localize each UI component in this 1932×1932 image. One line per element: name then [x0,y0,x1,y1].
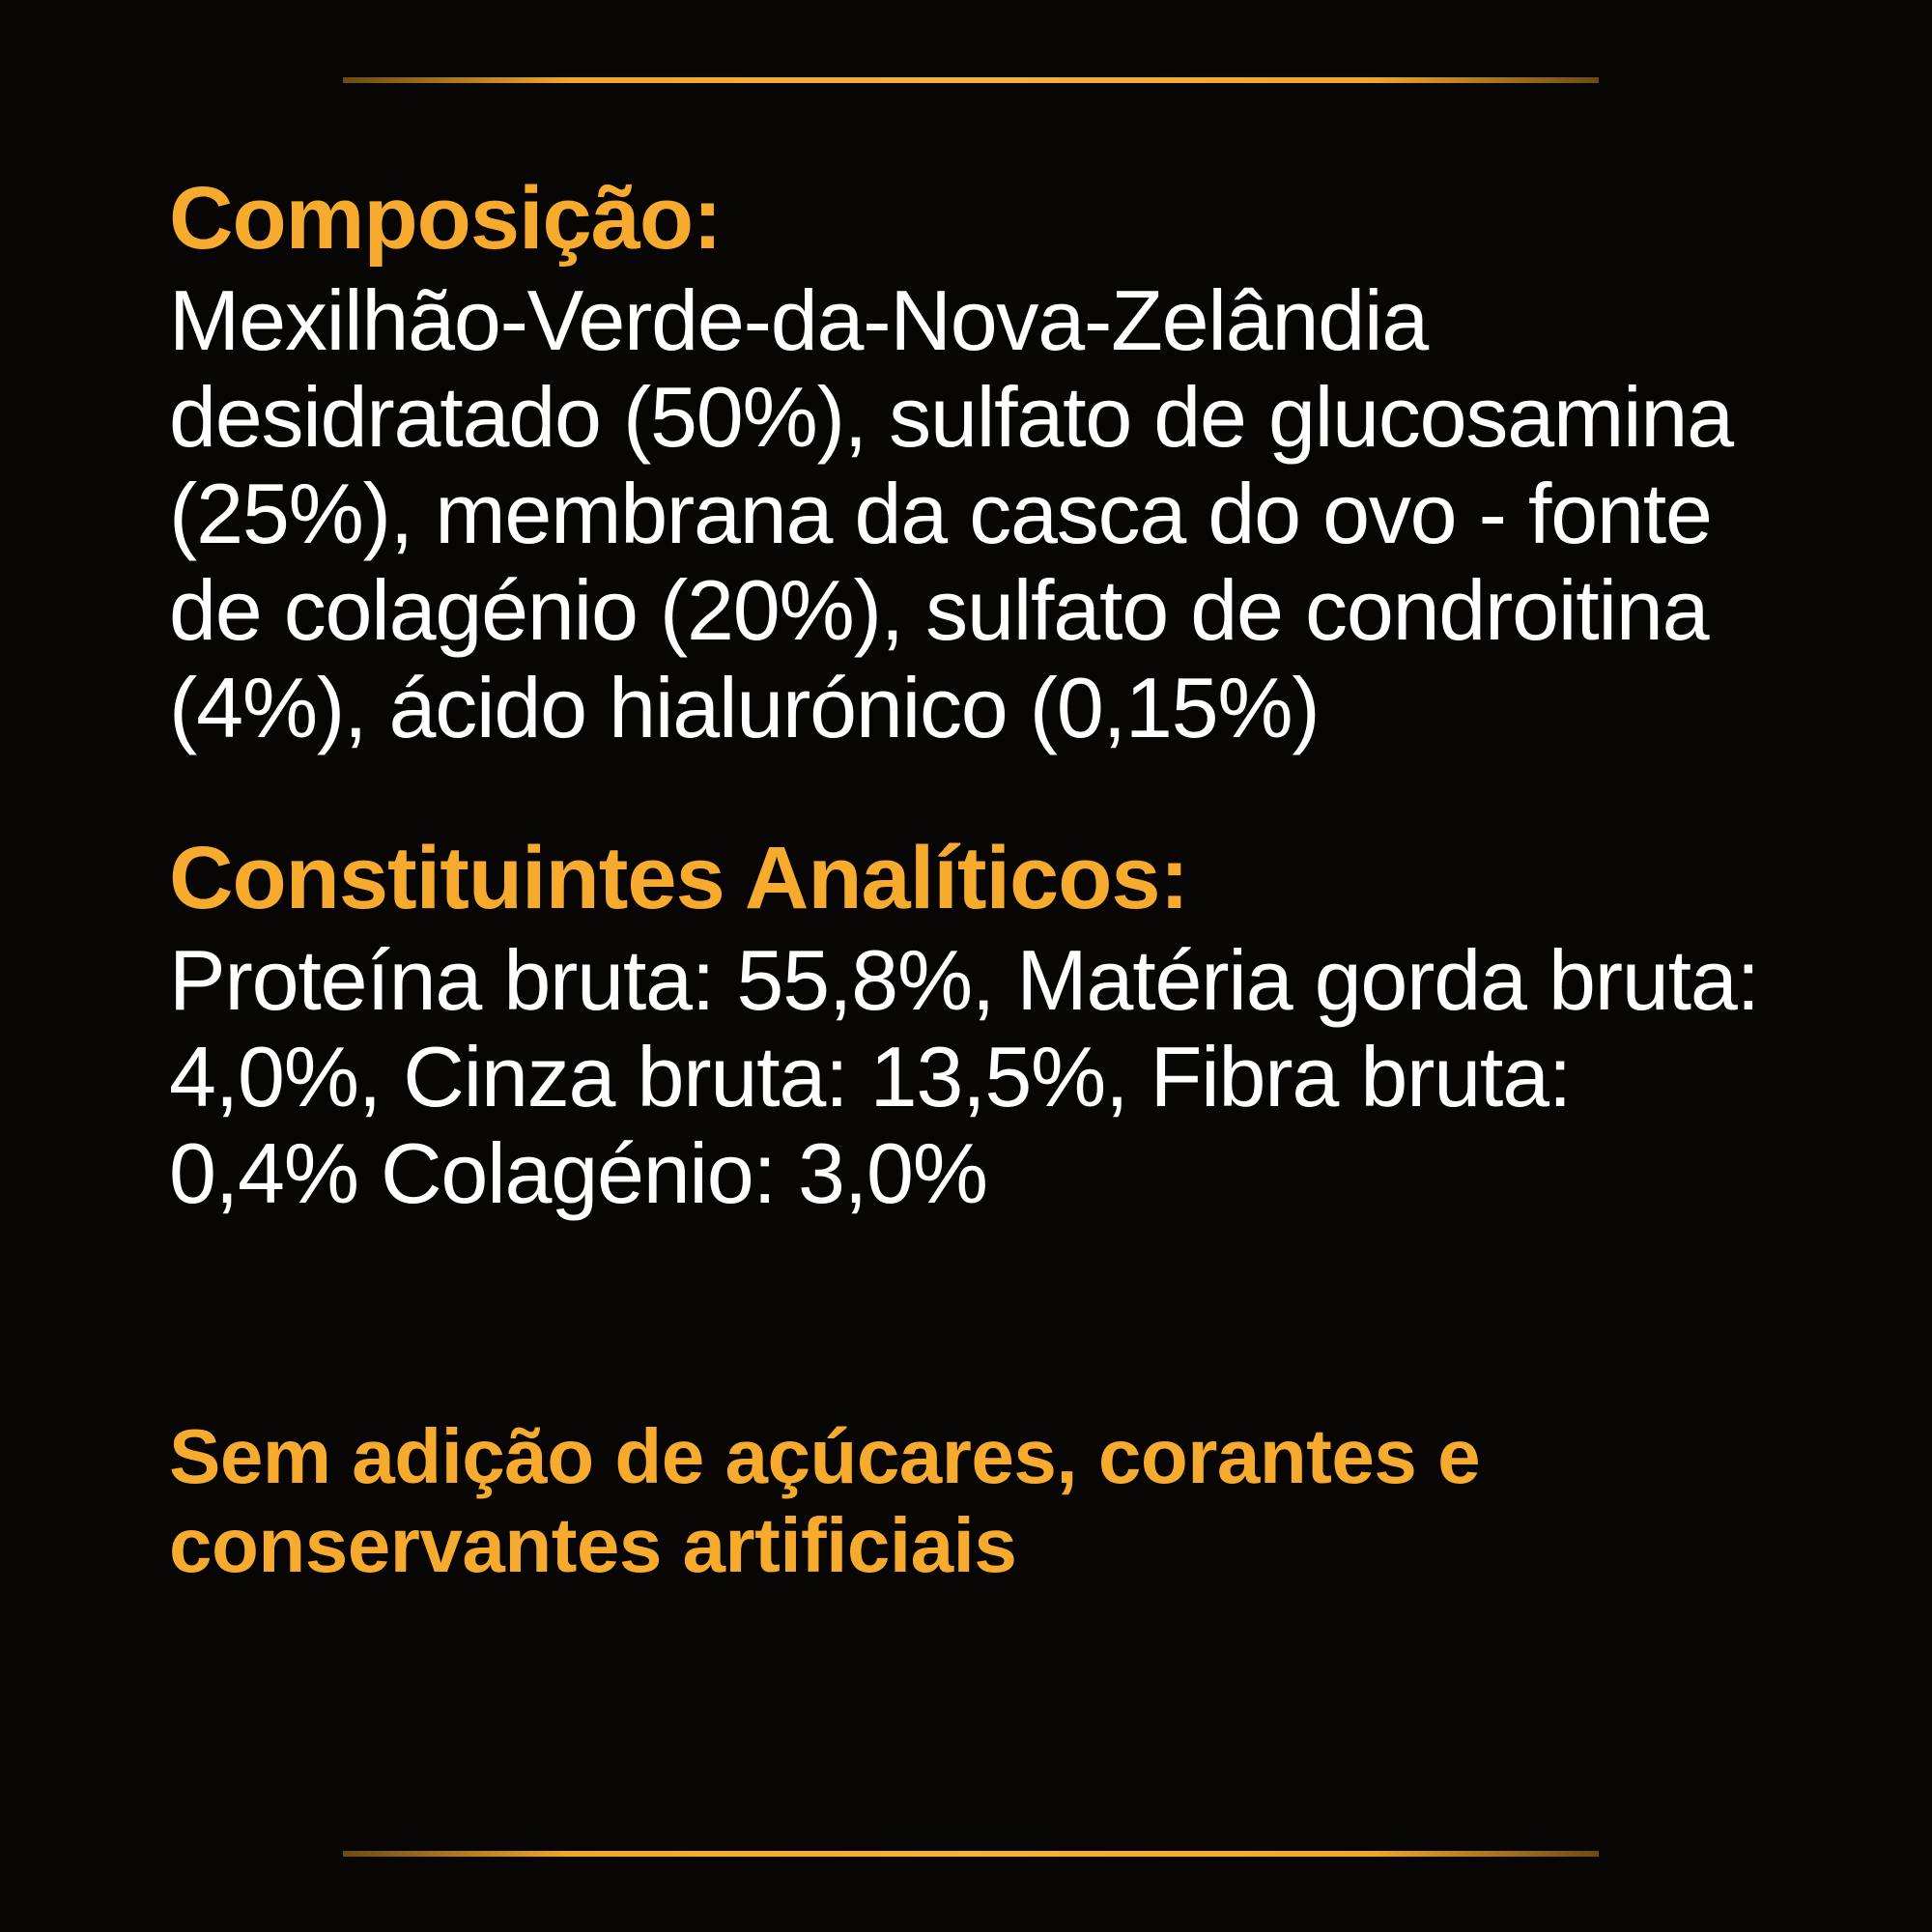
composition-heading: Composição: [169,169,722,268]
composition-text: Mexilhão-Verde-da-Nova-Zelândia desidratado (50%), sulfato de glucosamina (25%), membrana da casca do ovo - fonte de colagénio (20%), sulfato de condroitina (4%), ácido hialurónico (0,15%) [169,271,1733,755]
bottom-divider [343,1851,1599,1857]
no-additives-note: Sem adição de açúcares, corantes e conservantes artificiais [169,1412,1481,1589]
analytical-constituents-text: Proteína bruta: 55,8%, Matéria gorda bruta: 4,0%, Cinza bruta: 13,5%, Fibra bruta: 0,4% Colagénio: 3,0% [169,931,1759,1222]
analytical-constituents-heading: Constituintes Analíticos: [169,829,1189,928]
label-content [169,83,1763,1591]
